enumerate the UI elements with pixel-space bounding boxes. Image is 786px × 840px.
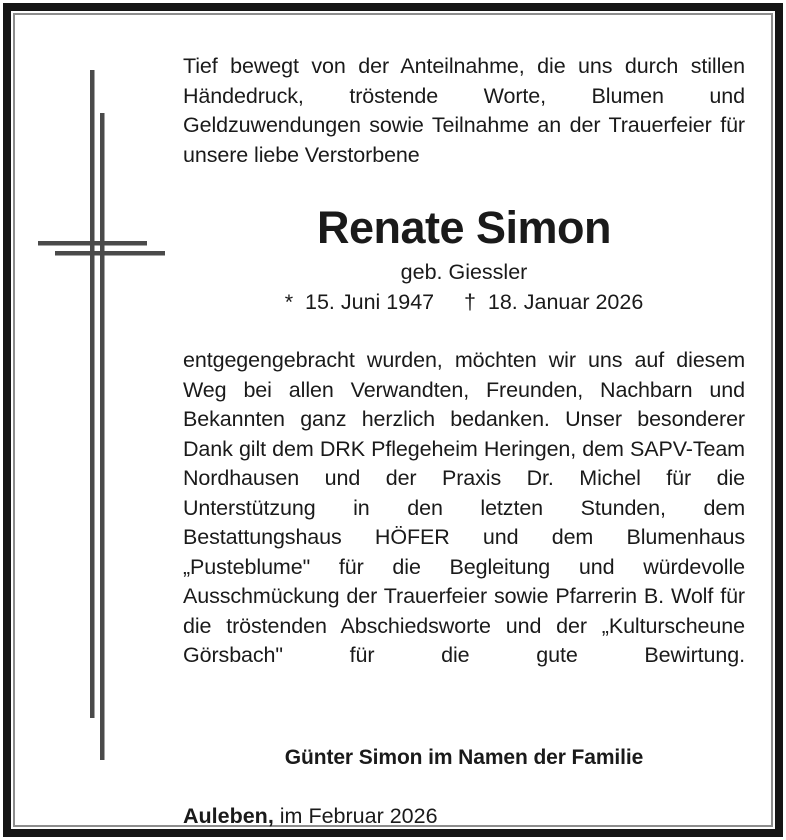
notice-text-column bbox=[183, 52, 745, 830]
place-and-date-line bbox=[183, 802, 745, 830]
place-name: Auleben, bbox=[183, 804, 274, 828]
spacer-before-place bbox=[183, 772, 745, 802]
deceased-name-block bbox=[183, 202, 745, 316]
maiden-name: geb. Giessler bbox=[400, 260, 528, 284]
spacer-before-signature bbox=[183, 700, 745, 744]
notice-date: im Februar 2026 bbox=[279, 804, 438, 828]
family-signature: Günter Simon im Namen der Familie bbox=[284, 746, 644, 769]
life-dates: * 15. Juni 1947 † 18. Januar 2026 bbox=[284, 290, 644, 314]
intro-paragraph: Tief bewegt von der Anteilnahme, die uns durch stillen Händedruck, tröstende Worte, Blumen und Geldzuwendungen sowie Teilnahme an der Trauerfeier für unsere liebe Verstorbene bbox=[183, 54, 745, 167]
spacer-before-body bbox=[183, 316, 745, 346]
body-paragraph: entgegengebracht wurden, möchten wir uns auf diesem Weg bei allen Verwandten, Freunden, Nachbarn und Bekannten ganz herzlich bedanken. Unser besonderer Dank gilt dem DRK Pflegeheim Heringen, dem SAPV-Team Nordhausen und der Praxis Dr. Michel für die Unterstützung in den letzten Stunden, dem Bestattungshaus HÖFER und dem Blumenhaus „Pusteblume" für die Begleitung und würdevolle Ausschmückung der Trauerfeier sowie Pfarrerin B. Wolf für die tröstenden Abschiedsworte und der „Kulturscheune Görsbach" für die gute Bewirtung. bbox=[183, 348, 745, 667]
christian-cross-icon bbox=[30, 55, 180, 775]
deceased-name: Renate Simon bbox=[316, 202, 612, 253]
spacer-after-intro bbox=[183, 170, 745, 202]
